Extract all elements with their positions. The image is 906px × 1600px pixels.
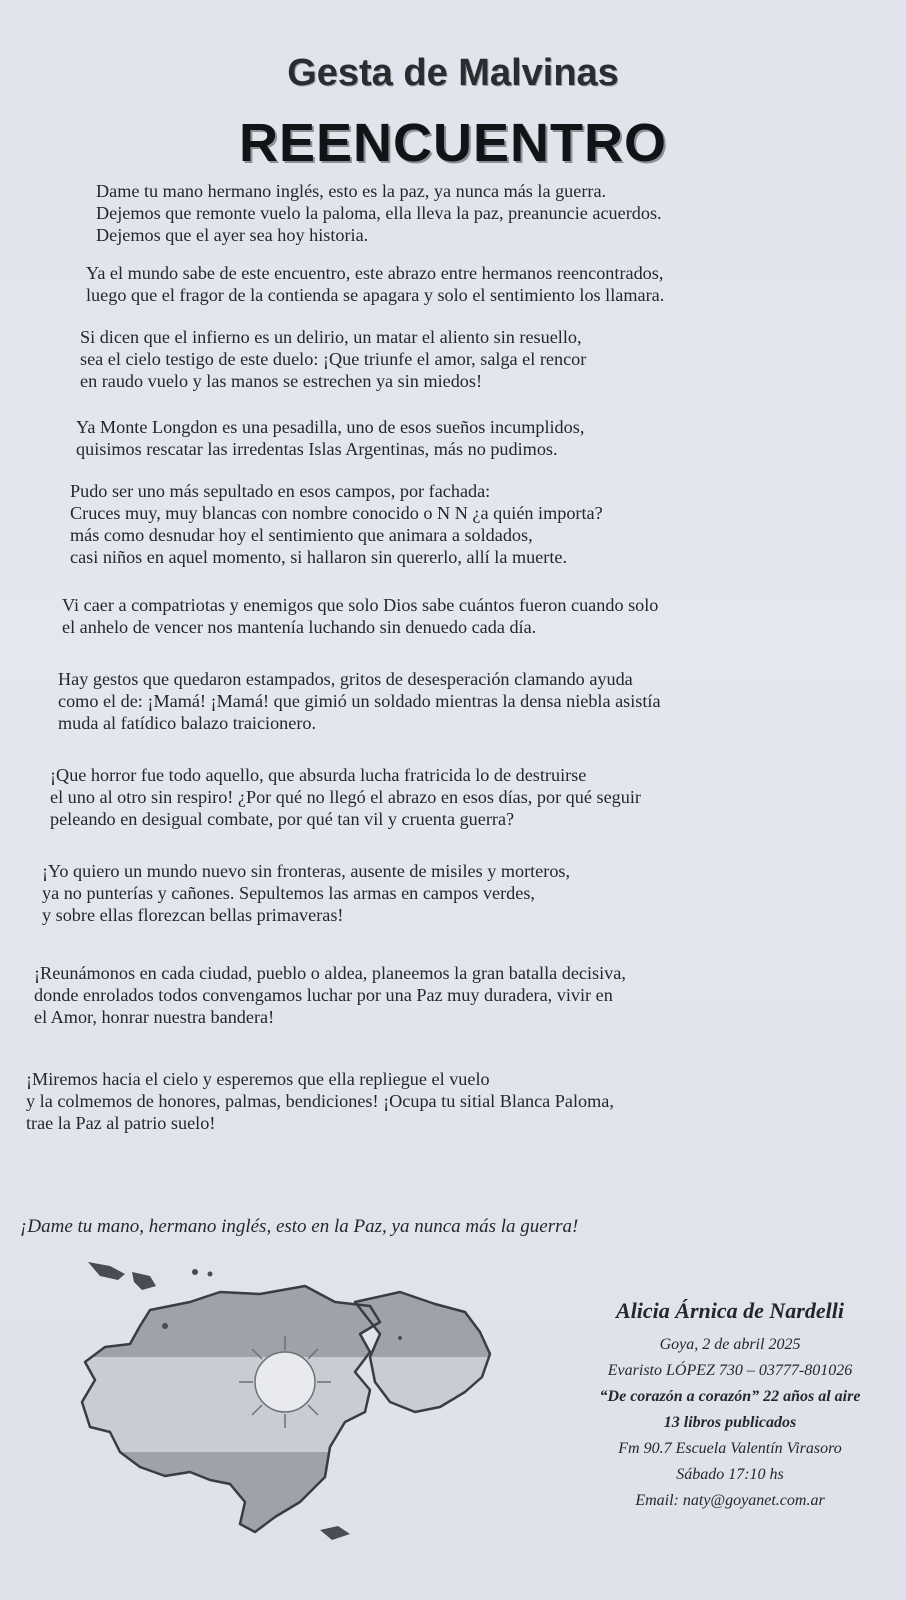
books-count: 13 libros publicados [663, 1414, 797, 1431]
poem-line: como el de: ¡Mamá! ¡Mamá! que gimió un soldado mientras la densa niebla asistía [58, 691, 661, 711]
poem-line: Hay gestos que quedaron estampados, gritos de desesperación clamando ayuda [58, 669, 633, 689]
stanza-8 [50, 764, 641, 830]
poem-line: sea el cielo testigo de este duelo: ¡Que triunfe el amor, salga el rencor [80, 349, 587, 369]
stanza-3 [80, 326, 586, 392]
poem-line: el uno al otro sin respiro! ¿Por qué no llegó el abrazo en esos días, por qué seguir [50, 787, 641, 807]
poem-line: en raudo vuelo y las manos se estrechen ya sin miedos! [80, 371, 483, 391]
poem-line: casi niños en aquel momento, si hallaron sin quererlo, allí la muerte. [70, 547, 567, 567]
place-date: Goya, 2 de abril 2025 [659, 1336, 801, 1353]
poem-line: Dejemos que el ayer sea hoy historia. [96, 225, 369, 245]
poem-line: y sobre ellas florezcan bellas primaveras! [42, 905, 344, 925]
poem-line: trae la Paz al patrio suelo! [26, 1113, 216, 1133]
poem-line: y la colmemos de honores, palmas, bendiciones! ¡Ocupa tu sitial Blanca Paloma, [26, 1091, 614, 1111]
poem-subtitle: Gesta de Malvinas [287, 52, 619, 94]
stanza-11 [26, 1068, 614, 1134]
broadcast-schedule: Sábado 17:10 hs [676, 1466, 784, 1483]
poem-line: el Amor, honrar nuestra bandera! [34, 1007, 275, 1027]
poem-line: Si dicen que el infierno es un delirio, un matar el aliento sin resuello, [80, 327, 582, 347]
poem-line: Vi caer a compatriotas y enemigos que solo Dios sabe cuántos fueron cuando solo [62, 595, 659, 615]
poem-line: quisimos rescatar las irredentas Islas Argentinas, más no pudimos. [76, 439, 558, 459]
stanza-5 [70, 480, 603, 568]
poem-closing-line: ¡Dame tu mano, hermano inglés, esto en la Paz, ya nunca más la guerra! [20, 1216, 579, 1237]
poem-line: muda al fatídico balazo traicionero. [58, 713, 317, 733]
poem-title: REENCUENTRO [238, 113, 668, 173]
poem-line: Ya Monte Longdon es una pesadilla, uno de esos sueños incumplidos, [76, 417, 585, 437]
malvinas-map-icon [70, 1262, 510, 1552]
stanza-6 [62, 594, 658, 638]
author-name: Alicia Árnica de Nardelli [616, 1298, 844, 1323]
poem-line: el anhelo de vencer nos mantenía luchando sin denuedo cada día. [62, 617, 537, 637]
poem-line: Ya el mundo sabe de este encuentro, este abrazo entre hermanos reencontrados, [86, 263, 664, 283]
poem-line: Pudo ser uno más sepultado en esos campos, por fachada: [70, 481, 491, 501]
author-address: Evaristo LÓPEZ 730 – 03777-801026 [607, 1362, 853, 1379]
stanza-4 [76, 416, 584, 460]
poem-line: Dame tu mano hermano inglés, esto es la paz, ya nunca más la guerra. [96, 181, 607, 201]
poem-line: peleando en desigual combate, por qué tan vil y cruenta guerra? [50, 809, 515, 829]
stanza-7 [58, 668, 661, 734]
poem-line: ¡Que horror fue todo aquello, que absurda lucha fratricida lo de destruirse [50, 765, 587, 785]
poem-line: más como desnudar hoy el sentimiento que animara a soldados, [70, 525, 533, 545]
poem-line: ¡Miremos hacia el cielo y esperemos que ella repliegue el vuelo [26, 1069, 490, 1089]
stanza-2 [86, 262, 664, 306]
stanza-9 [42, 860, 570, 926]
poem-line: ¡Yo quiero un mundo nuevo sin fronteras, ausente de misiles y morteros, [42, 861, 571, 881]
radio-program: “De corazón a corazón” 22 años al aire [599, 1388, 861, 1405]
author-email: Email: naty@goyanet.com.ar [635, 1492, 825, 1509]
poem-line: Dejemos que remonte vuelo la paloma, ella lleva la paz, preanuncie acuerdos. [96, 203, 662, 223]
author-signature-block [560, 1298, 900, 1514]
poem-line: luego que el fragor de la contienda se apagara y solo el sentimiento los llamara. [86, 285, 665, 305]
poem-line: donde enrolados todos convengamos luchar por una Paz muy duradera, vivir en [34, 985, 613, 1005]
poem-line: Cruces muy, muy blancas con nombre conocido o N N ¿a quién importa? [70, 503, 603, 523]
sun-of-may-icon [239, 1336, 331, 1428]
poem-line: ¡Reunámonos en cada ciudad, pueblo o aldea, planeemos la gran batalla decisiva, [34, 963, 626, 983]
radio-station: Fm 90.7 Escuela Valentín Virasoro [618, 1440, 842, 1457]
stanza-1 [96, 180, 662, 246]
stanza-10 [34, 962, 626, 1028]
poem-line: ya no punterías y cañones. Sepultemos las armas en campos verdes, [42, 883, 535, 903]
